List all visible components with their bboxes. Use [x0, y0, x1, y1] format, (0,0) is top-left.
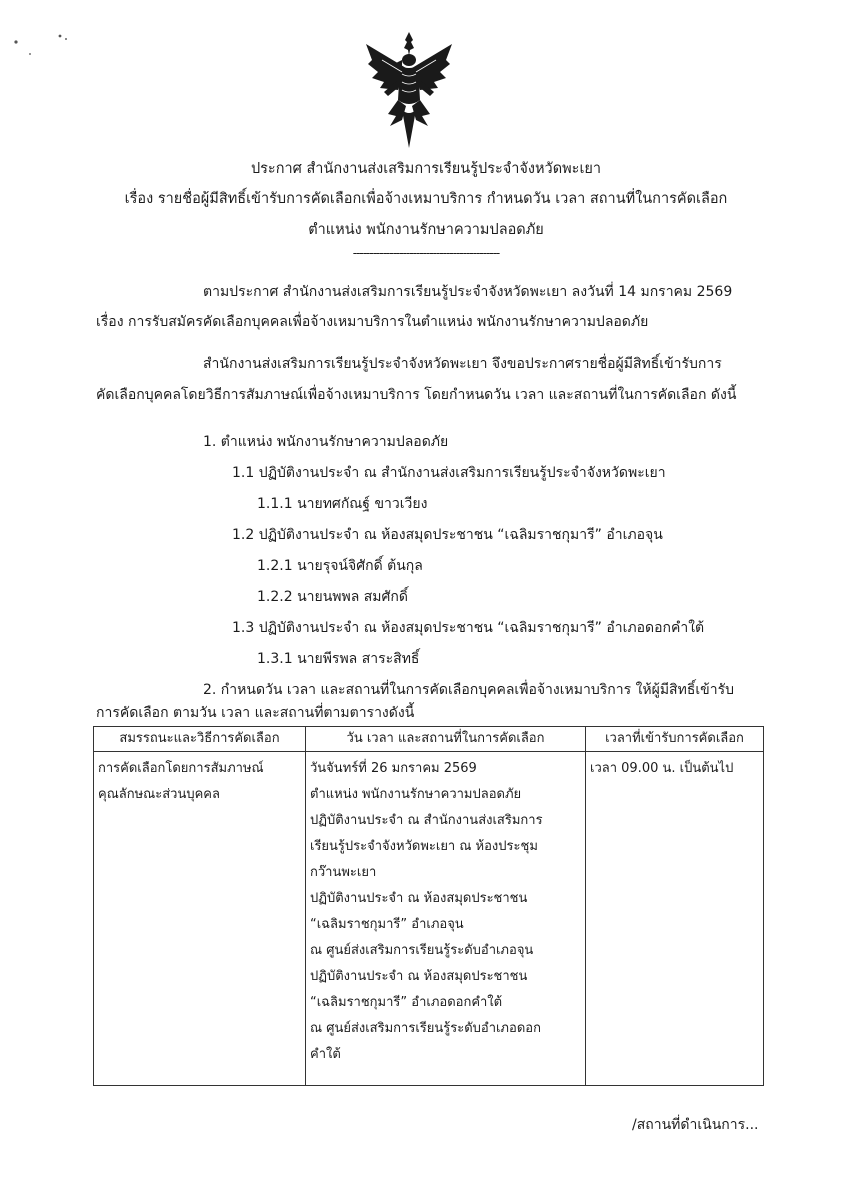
- cell-text: คำใต้: [310, 1047, 341, 1062]
- list-item-2-line1: 2. กำหนดวัน เวลา และสถานที่ในการคัดเลือกบุคคลเพื่อจ้างเหมาบริการ ให้ผู้มีสิทธิ์เข้ารับ: [203, 682, 735, 698]
- list-item-2-line2: การคัดเลือก ตามวัน เวลา และสถานที่ตามตารางดังนี้: [96, 705, 415, 721]
- list-item-1-2-1: 1.2.1 นายรุจน์จิศักดิ์ ต้นกุล: [257, 558, 423, 574]
- cell-competency: [94, 752, 306, 1086]
- cell-text: คุณลักษณะส่วนบุคคล: [98, 787, 220, 802]
- table-header-competency: สมรรถนะและวิธีการคัดเลือก: [94, 727, 306, 752]
- cell-text: ตำแหน่ง พนักงานรักษาความปลอดภัย: [310, 787, 522, 802]
- table-row: [94, 752, 764, 1086]
- cell-text: “เฉลิมราชกุมารี” อำเภอดอกคำใต้: [310, 995, 503, 1010]
- list-item-1-3: 1.3 ปฏิบัติงานประจำ ณ ห้องสมุดประชาชน “เฉลิมราชกุมารี” อำเภอดอกคำใต้: [232, 620, 705, 636]
- cell-date-place: [306, 752, 586, 1086]
- title-divider: --------------------------------------------: [352, 246, 500, 260]
- cell-time: [586, 752, 764, 1086]
- announcement-title: ประกาศ สำนักงานส่งเสริมการเรียนรู้ประจำจังหวัดพะเยา: [250, 161, 602, 177]
- list-item-1-1-1: 1.1.1 นายทศกัณฐ์ ขาวเวียง: [257, 496, 428, 512]
- cell-text: เวลา 09.00 น. เป็นต้นไป: [590, 761, 734, 776]
- table-header-row: [94, 727, 764, 752]
- continued-on-next-page: /สถานที่ดำเนินการ...: [632, 1117, 759, 1133]
- announce-paragraph-line2: คัดเลือกบุคคลโดยวิธีการสัมภาษณ์เพื่อจ้างเหมาบริการ โดยกำหนดวัน เวลา และสถานที่ในการคัดเลือก ดังนี้: [96, 387, 737, 403]
- cell-text: ปฏิบัติงานประจำ ณ ห้องสมุดประชาชน: [310, 969, 528, 984]
- scan-specks: [8, 30, 78, 70]
- list-item-1-2-2: 1.2.2 นายนพพล สมศักดิ์: [257, 589, 408, 605]
- list-item-1-1: 1.1 ปฏิบัติงานประจำ ณ สำนักงานส่งเสริมการเรียนรู้ประจำจังหวัดพะเยา: [232, 465, 666, 481]
- selection-schedule-table: [93, 726, 764, 1086]
- reference-subject: เรื่อง การรับสมัครคัดเลือกบุคคลเพื่อจ้างเหมาบริการในตำแหน่ง พนักงานรักษาความปลอดภัย: [96, 314, 649, 330]
- cell-text: ปฏิบัติงานประจำ ณ สำนักงานส่งเสริมการ: [310, 813, 543, 828]
- list-item-1: 1. ตำแหน่ง พนักงานรักษาความปลอดภัย: [203, 434, 449, 450]
- cell-text: การคัดเลือกโดยการสัมภาษณ์: [98, 761, 264, 776]
- list-item-1-2: 1.2 ปฏิบัติงานประจำ ณ ห้องสมุดประชาชน “เฉลิมราชกุมารี” อำเภอจุน: [232, 527, 663, 543]
- table-header-date-place: วัน เวลา และสถานที่ในการคัดเลือก: [306, 727, 586, 752]
- garuda-emblem-icon: [362, 30, 456, 150]
- reference-line: ตามประกาศ สำนักงานส่งเสริมการเรียนรู้ประจำจังหวัดพะเยา ลงวันที่ 14 มกราคม 2569: [203, 284, 733, 300]
- list-item-1-3-1: 1.3.1 นายพีรพล สาระสิทธิ์: [257, 651, 420, 667]
- announcement-subject: เรื่อง รายชื่อผู้มีสิทธิ์เข้ารับการคัดเลือกเพื่อจ้างเหมาบริการ กำหนดวัน เวลา สถานที่ในการคัดเลือก: [124, 191, 728, 207]
- announce-paragraph-line1: สำนักงานส่งเสริมการเรียนรู้ประจำจังหวัดพะเยา จึงขอประกาศรายชื่อผู้มีสิทธิ์เข้ารับการ: [203, 356, 722, 372]
- cell-text: ณ ศูนย์ส่งเสริมการเรียนรู้ระดับอำเภอดอก: [310, 1021, 541, 1036]
- cell-text: ปฏิบัติงานประจำ ณ ห้องสมุดประชาชน: [310, 891, 528, 906]
- announcement-position: ตำแหน่ง พนักงานรักษาความปลอดภัย: [308, 222, 544, 238]
- cell-text: “เฉลิมราชกุมารี” อำเภอจุน: [310, 917, 464, 932]
- cell-text: วันจันทร์ที่ 26 มกราคม 2569: [310, 761, 477, 776]
- cell-text: เรียนรู้ประจำจังหวัดพะเยา ณ ห้องประชุม: [310, 839, 538, 854]
- cell-text: ณ ศูนย์ส่งเสริมการเรียนรู้ระดับอำเภอจุน: [310, 943, 534, 958]
- cell-text: กว๊านพะเยา: [310, 865, 377, 880]
- table-header-time: เวลาที่เข้ารับการคัดเลือก: [586, 727, 764, 752]
